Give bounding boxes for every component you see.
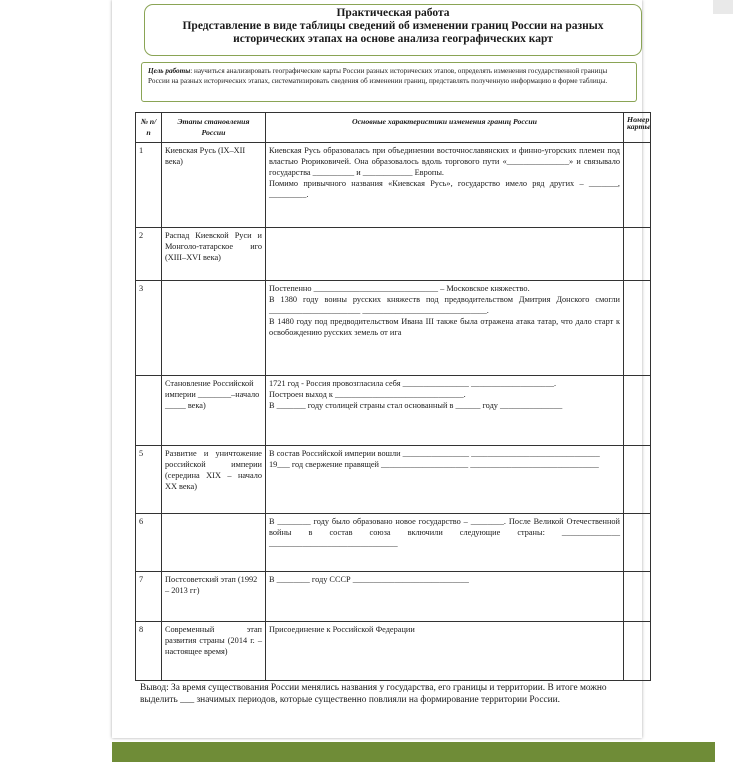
row-line: В 1480 году под предводительством Ивана III также была отражена атака татар, что дало старт к освобождению русских земель от ига <box>269 317 620 337</box>
row-map-cell <box>624 143 651 228</box>
footer-bar <box>112 742 715 762</box>
borders-table <box>135 112 651 681</box>
header-num: № п/п <box>136 113 162 143</box>
corner-shade <box>713 0 733 14</box>
row-num: 8 <box>136 622 162 681</box>
row-map-cell <box>624 572 651 622</box>
row-stage <box>162 281 266 376</box>
row-num: 7 <box>136 572 162 622</box>
row-line: 19___ год свержение правящей _____________________ _______________________________ <box>269 460 599 469</box>
row-map-cell <box>624 376 651 446</box>
table-row <box>136 514 651 572</box>
row-line: В 1380 году воины русских княжеств под предводительством Дмитрия Донского смогли ______________________ ______________________________. <box>269 295 620 315</box>
row-characteristics <box>266 622 624 681</box>
table-row <box>136 281 651 376</box>
row-line: Построен выход к _______________________________. <box>269 390 466 399</box>
row-map-cell <box>624 514 651 572</box>
row-line: Киевская Русь образовалась при объединении восточнославянских и финно-угорских племен под властью Рюриковичей. Она образовалось вдоль торгового пути «_______________» и связывало государства __________ и ____________ Европы. <box>269 146 620 177</box>
row-num: 3 <box>136 281 162 376</box>
row-num: 6 <box>136 514 162 572</box>
row-characteristics <box>266 446 624 514</box>
conclusion-text: Вывод: За время существования России менялись названия у государства, его границы и территории. В итоге можно выделить ___ значимых периодов, которые существенно повлияли на формирование территории России. <box>140 683 607 705</box>
row-characteristics <box>266 376 624 446</box>
row-characteristics <box>266 143 624 228</box>
title-line-1: Практическая работа <box>336 7 450 19</box>
row-characteristics <box>266 281 624 376</box>
row-characteristics <box>266 228 624 281</box>
row-stage: Современный этап развития страны (2014 г. – настоящее время) <box>162 622 266 681</box>
header-map: Номер карты <box>624 113 651 143</box>
row-num <box>136 376 162 446</box>
row-map-cell <box>624 622 651 681</box>
row-num: 2 <box>136 228 162 281</box>
row-map-cell <box>624 281 651 376</box>
row-line: Постепенно ______________________________ – Московское княжество. <box>269 284 530 293</box>
row-line: В состав Российской империи вошли ________________ _______________________________ <box>269 449 600 458</box>
table-row <box>136 572 651 622</box>
goal-label: Цель работы <box>148 67 191 75</box>
goal-box <box>141 62 637 102</box>
table-row <box>136 622 651 681</box>
row-line: В ________ году было образовано новое государство – ________. После Великой Отечественной войны в состав союза включили следующие страны: ______________ _______________________________ <box>269 517 620 548</box>
row-num: 1 <box>136 143 162 228</box>
goal-text: : научиться анализировать географические карты России разных исторических этапов, определять изменения государственной границы России на разных исторических этапах, систематизировать сведения об изменении границ, представлять полученную информацию в форме таблицы. <box>148 67 608 85</box>
table-row <box>136 446 651 514</box>
row-stage: Развитие и уничтожение российской империи (середина XIX – начало XX века) <box>162 446 266 514</box>
row-stage: Киевская Русь (IX–XII века) <box>162 143 266 228</box>
row-characteristics <box>266 572 624 622</box>
row-line: 1721 год - Россия провозгласила себя ________________ ____________________. <box>269 379 557 388</box>
row-characteristics <box>266 514 624 572</box>
header-characteristics: Основные характеристики изменения границ России <box>266 113 624 143</box>
table-row <box>136 228 651 281</box>
row-num: 5 <box>136 446 162 514</box>
row-stage: Становление Российской империи ________–начало _____ века) <box>162 376 266 446</box>
row-map-cell <box>624 228 651 281</box>
row-line: В ________ году СССР ____________________________ <box>269 575 469 584</box>
table-row <box>136 143 651 228</box>
title-line-2: Представление в виде таблицы сведений об изменении границ России на разных <box>182 20 604 32</box>
table-row <box>136 376 651 446</box>
title-box <box>144 4 642 56</box>
row-line: Помимо привычного названия «Киевская Русь», государство имело ряд других – _______, _________. <box>269 179 620 199</box>
row-stage: Распад Киевской Руси и Монголо-татарское иго (XIII–XVI века) <box>162 228 266 281</box>
row-stage <box>162 514 266 572</box>
row-line: Присоединение к Российской Федерации <box>269 625 415 634</box>
row-map-cell <box>624 446 651 514</box>
table-header-row <box>136 113 651 143</box>
row-line: В _______ году столицей страны стал основанный в ______ году _______________ <box>269 401 563 410</box>
row-stage: Постсоветский этап (1992 – 2013 гг) <box>162 572 266 622</box>
header-stage: Этапы становления России <box>162 113 266 143</box>
title-line-3: исторических этапах на основе анализа географических карт <box>233 33 553 45</box>
